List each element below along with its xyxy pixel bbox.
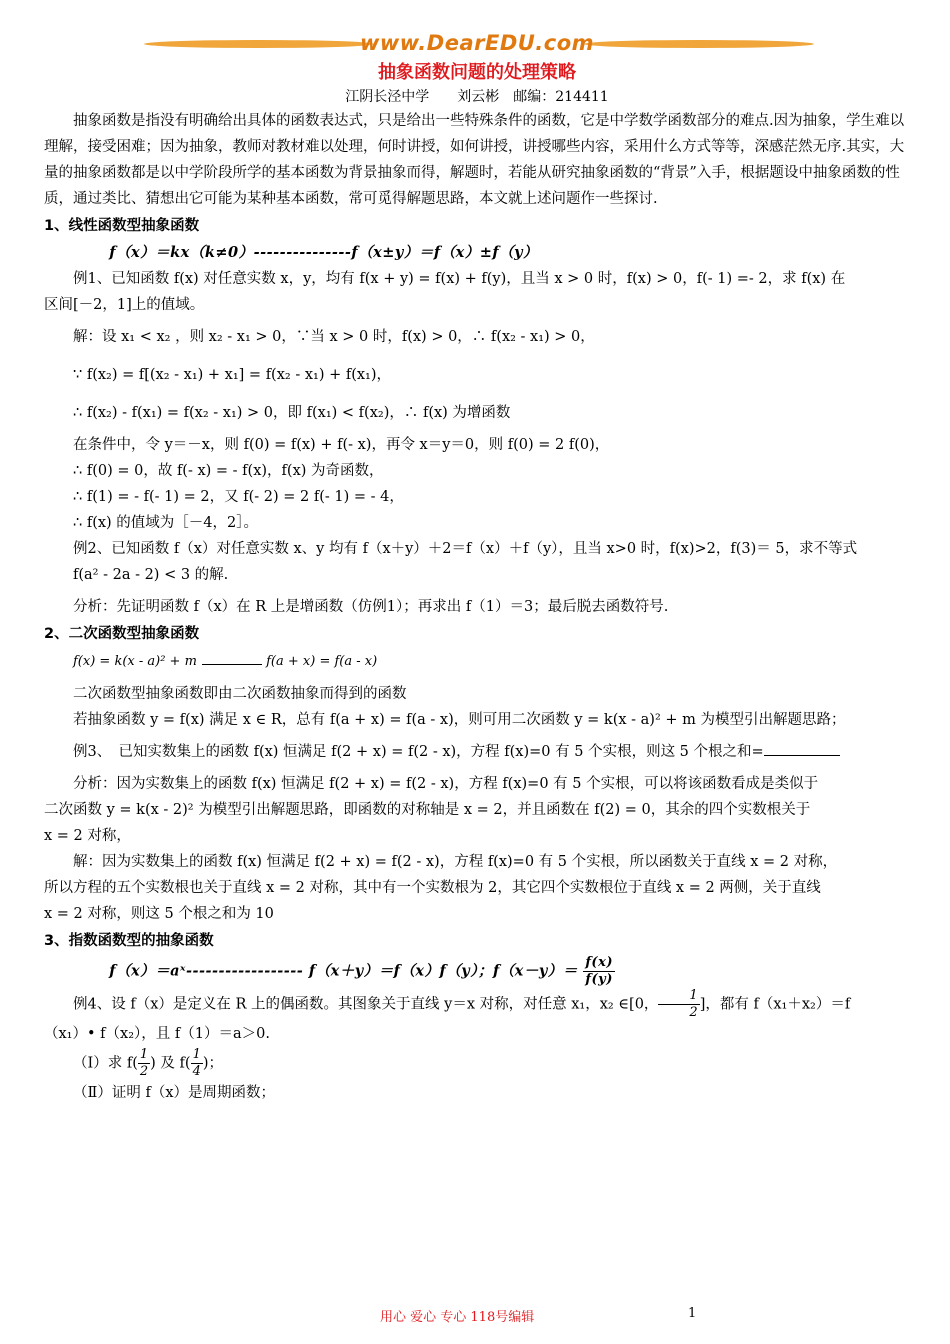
solution-3-line-3: x = 2 对称，则这 5 个根之和为 10: [44, 906, 274, 922]
intro-paragraph: 抽象函数是指没有明确给出具体的函数表达式，只是给出一些特殊条件的函数，它是中学数学函数部分的难点.因为抽象，学生难以理解，接受困难；因为抽象，教师对教材难以处理，何时讲授，如何讲授，讲授哪些内容，采用什么方式等等，深感茫然无序.其实，大量的抽象函数都是以中学阶段所学的基本函数为背景抽象而得，解题时，若能从研究抽象函数的“背景”入手，根据题设中抽象函数的性质，通过类比、猜想出它可能为某种基本函数，常可觅得解题思路，本文就上述问题作一些探讨.: [44, 113, 905, 207]
question-1-a: （Ⅰ）求 f(: [73, 1055, 138, 1072]
solution-3-line-2: 所以方程的五个实数根也关于直线 x = 2 对称，其中有一个实数根为 2，其它四个实数根位于直线 x = 2 两侧，关于直线: [44, 880, 821, 896]
solution-1-line-4: 在条件中，令 y＝－x，则 f(0) = f(x) + f(- x)，再令 x＝y＝0，则 f(0) = 2 f(0)，: [73, 437, 610, 453]
model-separator-line: [202, 654, 232, 665]
section-2-desc-2: 若抽象函数 y = f(x) 满足 x ∈ R，总有 f(a + x) = f(a - x)，则可用二次函数 y = k(x - a)² + m 为模型引出解题思路；: [73, 712, 846, 728]
section-2-model-left: f(x) = k(x - a)² + m: [73, 654, 197, 669]
q1-frac1-den: 2: [139, 1064, 149, 1079]
example-4-fraction: [658, 988, 699, 1021]
section-2-desc: 二次函数型抽象函数即由二次函数抽象而得到的函数: [73, 686, 407, 702]
analysis-3-line-3: x = 2 对称，: [44, 828, 131, 844]
solution-1-line-1: 解：设 x₁ < x₂ ，则 x₂ - x₁ > 0，∵当 x > 0 时，f(x) > 0，∴ f(x₂ - x₁) > 0，: [73, 329, 595, 345]
author-line: 江阴长泾中学 刘云彬 邮编：214411: [345, 89, 609, 105]
q1-frac2-den: 4: [192, 1064, 201, 1079]
example-3-text: [44, 739, 910, 765]
section-3-model: [44, 955, 910, 988]
example-1-text: 例1、已知函数 f(x) 对任意实数 x，y，均有 f(x + y) = f(x) + f(y)，且当 x > 0 时，f(x) > 0，f(- 1) =- 2，求 f(x) 在: [73, 271, 846, 287]
example-1-text-cont: 区间[－2，1]上的值域。: [44, 297, 205, 313]
example-4-fraction-num: 1: [658, 988, 699, 1005]
solution-3-line-1: 解：因为实数集上的函数 f(x) 恒满足 f(2 + x) = f(2 - x)，方程 f(x)=0 有 5 个实根，所以函数关于直线 x = 2 对称，: [73, 854, 838, 870]
example-4-fraction-den: 2: [689, 1005, 698, 1020]
solution-1-line-3: ∴ f(x₂) - f(x₁) = f(x₂ - x₁) > 0，即 f(x₁) < f(x₂)，∴ f(x) 为增函数: [73, 405, 511, 421]
analysis-3-line-1: 分析：因为实数集上的函数 f(x) 恒满足 f(2 + x) = f(2 - x)，方程 f(x)=0 有 5 个实根，可以将该函数看成是类似于: [73, 776, 819, 792]
section-2-model: [44, 648, 910, 675]
solution-1-line-6: ∴ f(1) = - f(- 1) = 2，又 f(- 2) = 2 f(- 1) = - 4，: [73, 489, 404, 505]
page-number: 1: [688, 1306, 697, 1321]
solution-1-line-2: ∵ f(x₂) = f[(x₂ - x₁) + x₁] = f(x₂ - x₁) + f(x₁)，: [73, 367, 392, 383]
question-1-fraction-2: [191, 1047, 203, 1080]
example-4-text-c: （x₁）• f（x₂），且 f（1）＝a＞0.: [44, 1026, 270, 1042]
q1-frac2-num: 1: [192, 1047, 201, 1062]
model-fraction: [583, 955, 615, 988]
section-2-model-right: f(a + x) = f(a - x): [266, 654, 378, 669]
question-2: （Ⅱ）证明 f（x）是周期函数；: [73, 1085, 276, 1101]
q1-frac1-num: 1: [139, 1047, 149, 1062]
question-1-b: ) 及 f(: [150, 1055, 191, 1072]
brand-logo: www.DearEDU.com: [359, 31, 595, 55]
document-title: 抽象函数问题的处理策略: [378, 62, 576, 83]
section-2-heading: 2、二次函数型抽象函数: [44, 626, 200, 642]
question-1-c: )；: [202, 1055, 224, 1072]
example-2-text: 例2、已知函数 f（x）对任意实数 x、y 均有 f（x＋y）＋2＝f（x）＋f（y），且当 x>0 时，f(x)>2，f(3)＝ 5，求不等式: [73, 541, 858, 557]
example-4-text-a: 例4、设 f（x）是定义在 R 上的偶函数。其图象关于直线 y＝x 对称，对任意 x₁，x₂ ∈[0，: [73, 996, 659, 1013]
section-3-model-text: f（x）＝aˣ------------------ f（x＋y）＝f（x）f（y）；f（x－y）＝: [109, 962, 578, 980]
section-1-model: f（x）＝kx（k≠0）---------------f（x±y）＝f（x）±f（y）: [109, 244, 539, 261]
model-fraction-den: f(y): [585, 972, 613, 987]
document-page: [44, 30, 910, 1106]
section-3-heading: 3、指数函数型的抽象函数: [44, 933, 214, 949]
analysis-3-line-2: 二次函数 y = k(x - 2)² 为模型引出解题思路，即函数的对称轴是 x = 2，并且函数在 f(2) = 0，其余的四个实数根关于: [44, 802, 811, 818]
example-3-question: 例3、 已知实数集上的函数 f(x) 恒满足 f(2 + x) = f(2 - x)，方程 f(x)=0 有 5 个实根，则这 5 个根之和=: [73, 744, 764, 760]
question-1-fraction-1: [138, 1047, 150, 1080]
example-4-text: [44, 988, 910, 1021]
answer-blank: [764, 741, 840, 756]
question-1: [44, 1047, 910, 1080]
solution-1-line-7: ∴ f(x) 的值域为［－4，2］。: [73, 515, 259, 531]
example-4-text-b: ]，都有 f（x₁＋x₂）＝f: [699, 996, 851, 1013]
analysis-2: 分析：先证明函数 f（x）在 R 上是增函数（仿例1）；再求出 f（1）＝3；最后脱去函数符号.: [73, 599, 669, 615]
example-2-inequality: f(a² - 2a - 2) < 3 的解.: [73, 567, 229, 583]
solution-1-line-5: ∴ f(0) = 0，故 f(- x) = - f(x)，f(x) 为奇函数，: [73, 463, 384, 479]
footer-text: 用心 爱心 专心 118号编辑: [380, 1310, 535, 1325]
site-banner: [44, 30, 910, 60]
section-1-heading: 1、线性函数型抽象函数: [44, 218, 200, 234]
model-fraction-num: f(x): [585, 955, 613, 970]
